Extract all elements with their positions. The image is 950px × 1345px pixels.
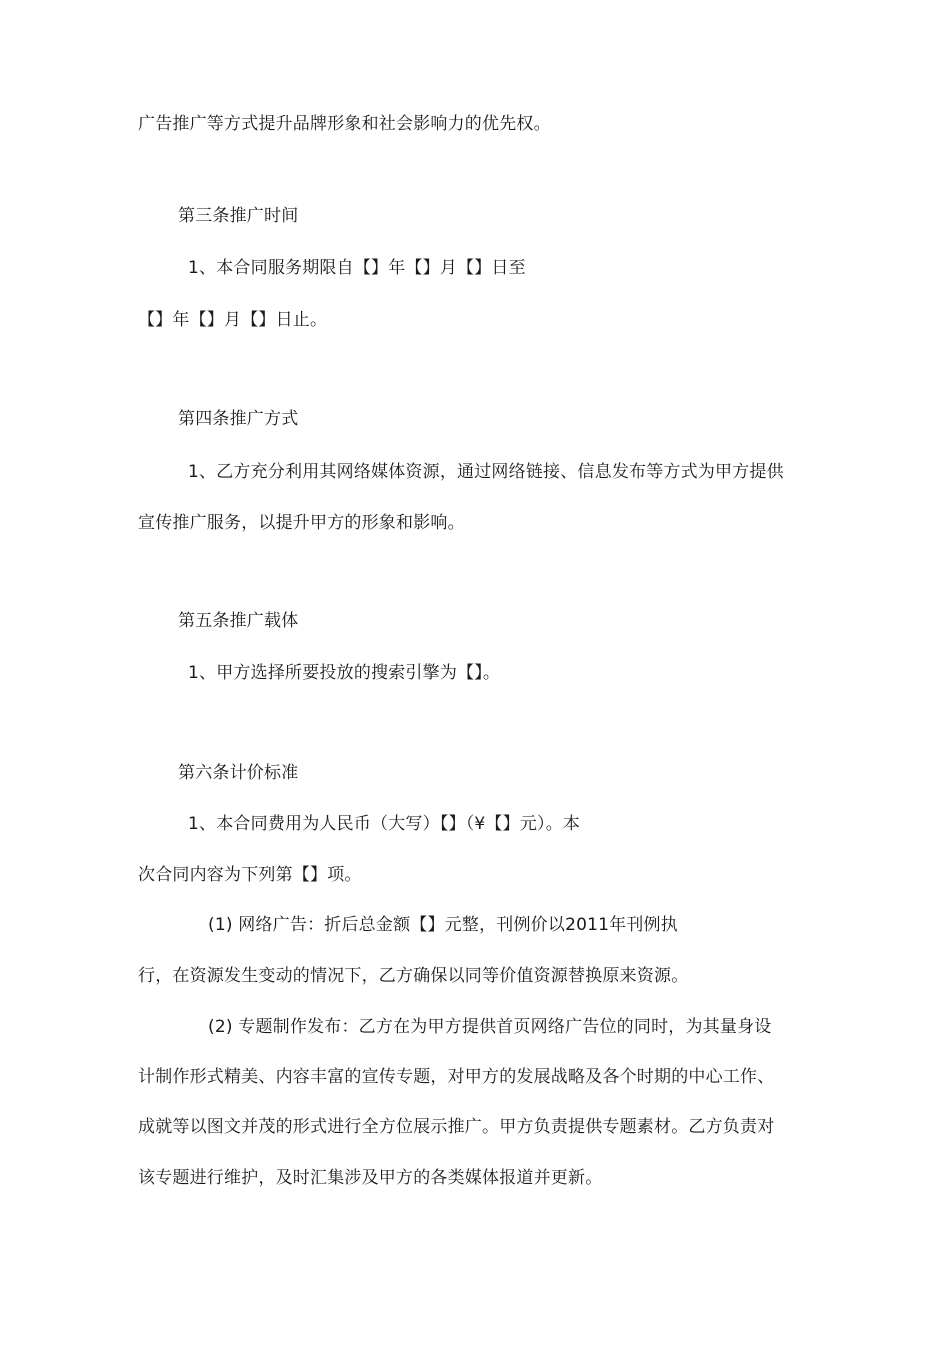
article-six-item-2: (2) 专题制作发布：乙方在为甲方提供首页网络广告位的同时，为其量身设 <box>208 1017 772 1037</box>
article-six-item-1: (1) 网络广告：折后总金额【】元整，刊例价以2011年刊例执 <box>208 915 678 935</box>
article-six-heading: 第六条计价标准 <box>178 763 299 783</box>
article-five-clause-1: 1、甲方选择所要投放的搜索引擎为【】。 <box>188 663 501 683</box>
article-four-clause-1: 1、乙方充分利用其网络媒体资源，通过网络链接、信息发布等方式为甲方提供 <box>188 462 784 482</box>
article-four-heading: 第四条推广方式 <box>178 409 299 429</box>
article-six-item-1-continued: 行，在资源发生变动的情况下，乙方确保以同等价值资源替换原来资源。 <box>138 966 689 986</box>
article-three-clause-1: 1、本合同服务期限自【】年【】月【】日至 <box>188 258 526 278</box>
article-four-clause-1-continued: 宣传推广服务，以提升甲方的形象和影响。 <box>138 513 465 533</box>
article-six-clause-1-continued: 次合同内容为下列第【】项。 <box>138 865 362 885</box>
article-six-item-2-line-4: 该专题进行维护，及时汇集涉及甲方的各类媒体报道并更新。 <box>138 1168 603 1188</box>
article-three-clause-1-continued: 【】年【】月【】日止。 <box>138 310 328 330</box>
paragraph-continuation: 广告推广等方式提升品牌形象和社会影响力的优先权。 <box>138 114 551 134</box>
article-six-item-2-line-2: 计制作形式精美、内容丰富的宣传专题，对甲方的发展战略及各个时期的中心工作、 <box>138 1067 775 1087</box>
article-six-clause-1: 1、本合同费用为人民币（大写）【】（¥【】元）。本 <box>188 814 581 834</box>
article-six-item-2-line-3: 成就等以图文并茂的形式进行全方位展示推广。甲方负责提供专题素材。乙方负责对 <box>138 1117 775 1137</box>
article-three-heading: 第三条推广时间 <box>178 206 299 226</box>
article-five-heading: 第五条推广载体 <box>178 611 299 631</box>
